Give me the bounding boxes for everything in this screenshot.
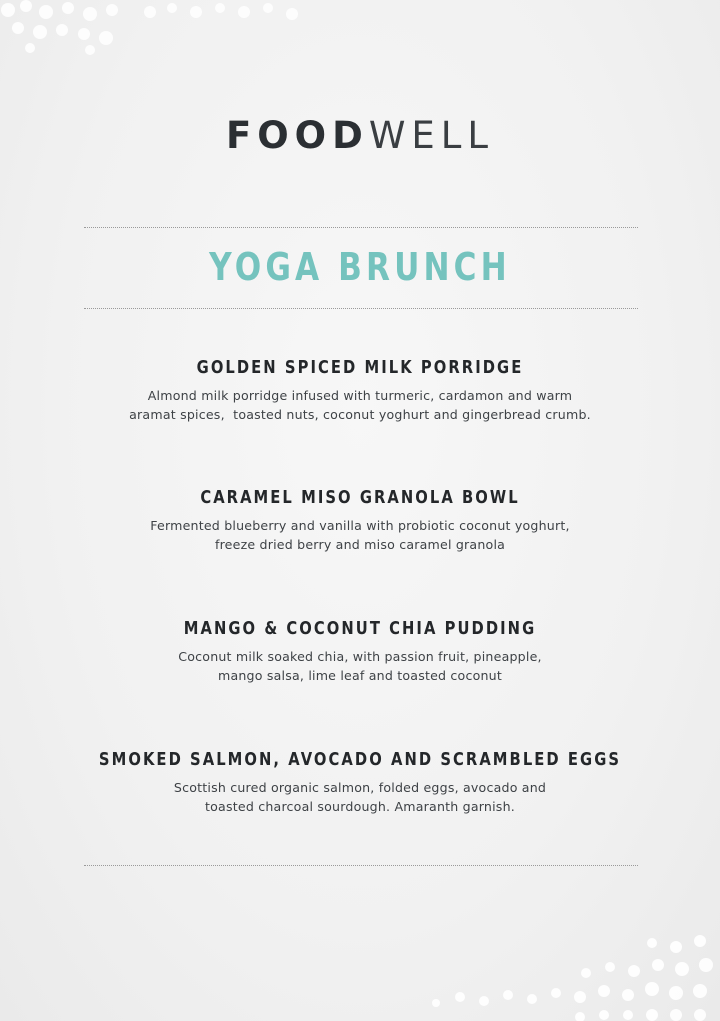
menu-item bbox=[0, 486, 720, 554]
menu-item-description-line: freeze dried berry and miso caramel granola bbox=[214, 537, 506, 552]
menu-item-name: SMOKED SALMON, AVOCADO AND SCRAMBLED EGGS bbox=[98, 749, 622, 770]
menu-item-description-line: Fermented blueberry and vanilla with probiotic coconut yoghurt, bbox=[150, 518, 570, 533]
menu-item-description-line: Scottish cured organic salmon, folded eggs, avocado and bbox=[173, 780, 547, 795]
menu-item-name: MANGO & COCONUT CHIA PUDDING bbox=[183, 618, 537, 639]
menu-item-description-line: toasted charcoal sourdough. Amaranth garnish. bbox=[205, 799, 515, 814]
brand-name-light: WELL bbox=[368, 114, 495, 157]
menu-item-description-line: mango salsa, lime leaf and toasted coconut bbox=[217, 668, 502, 683]
menu-item-description-line: aramat spices, toasted nuts, coconut yoghurt and gingerbread crumb. bbox=[129, 407, 591, 422]
divider-bottom bbox=[84, 865, 638, 866]
menu-item-description bbox=[0, 386, 720, 424]
menu-item bbox=[0, 748, 720, 816]
menu-title: YOGA BRUNCH bbox=[209, 245, 511, 289]
menu-item-description bbox=[0, 516, 720, 554]
brand-name-bold: FOOD bbox=[225, 114, 369, 157]
menu-item-description bbox=[0, 647, 720, 685]
menu-item-name: CARAMEL MISO GRANOLA BOWL bbox=[200, 487, 520, 508]
menu-item bbox=[0, 356, 720, 424]
divider-top bbox=[84, 227, 638, 228]
divider-under-title bbox=[84, 308, 638, 309]
menu-item bbox=[0, 617, 720, 685]
menu-item-name: GOLDEN SPICED MILK PORRIDGE bbox=[196, 357, 524, 378]
menu-item-description-line: Almond milk porridge infused with turmeric, cardamon and warm bbox=[147, 388, 573, 403]
menu-item-description bbox=[0, 778, 720, 816]
menu-item-description-line: Coconut milk soaked chia, with passion fruit, pineapple, bbox=[178, 649, 542, 664]
brand-logo bbox=[0, 114, 720, 158]
